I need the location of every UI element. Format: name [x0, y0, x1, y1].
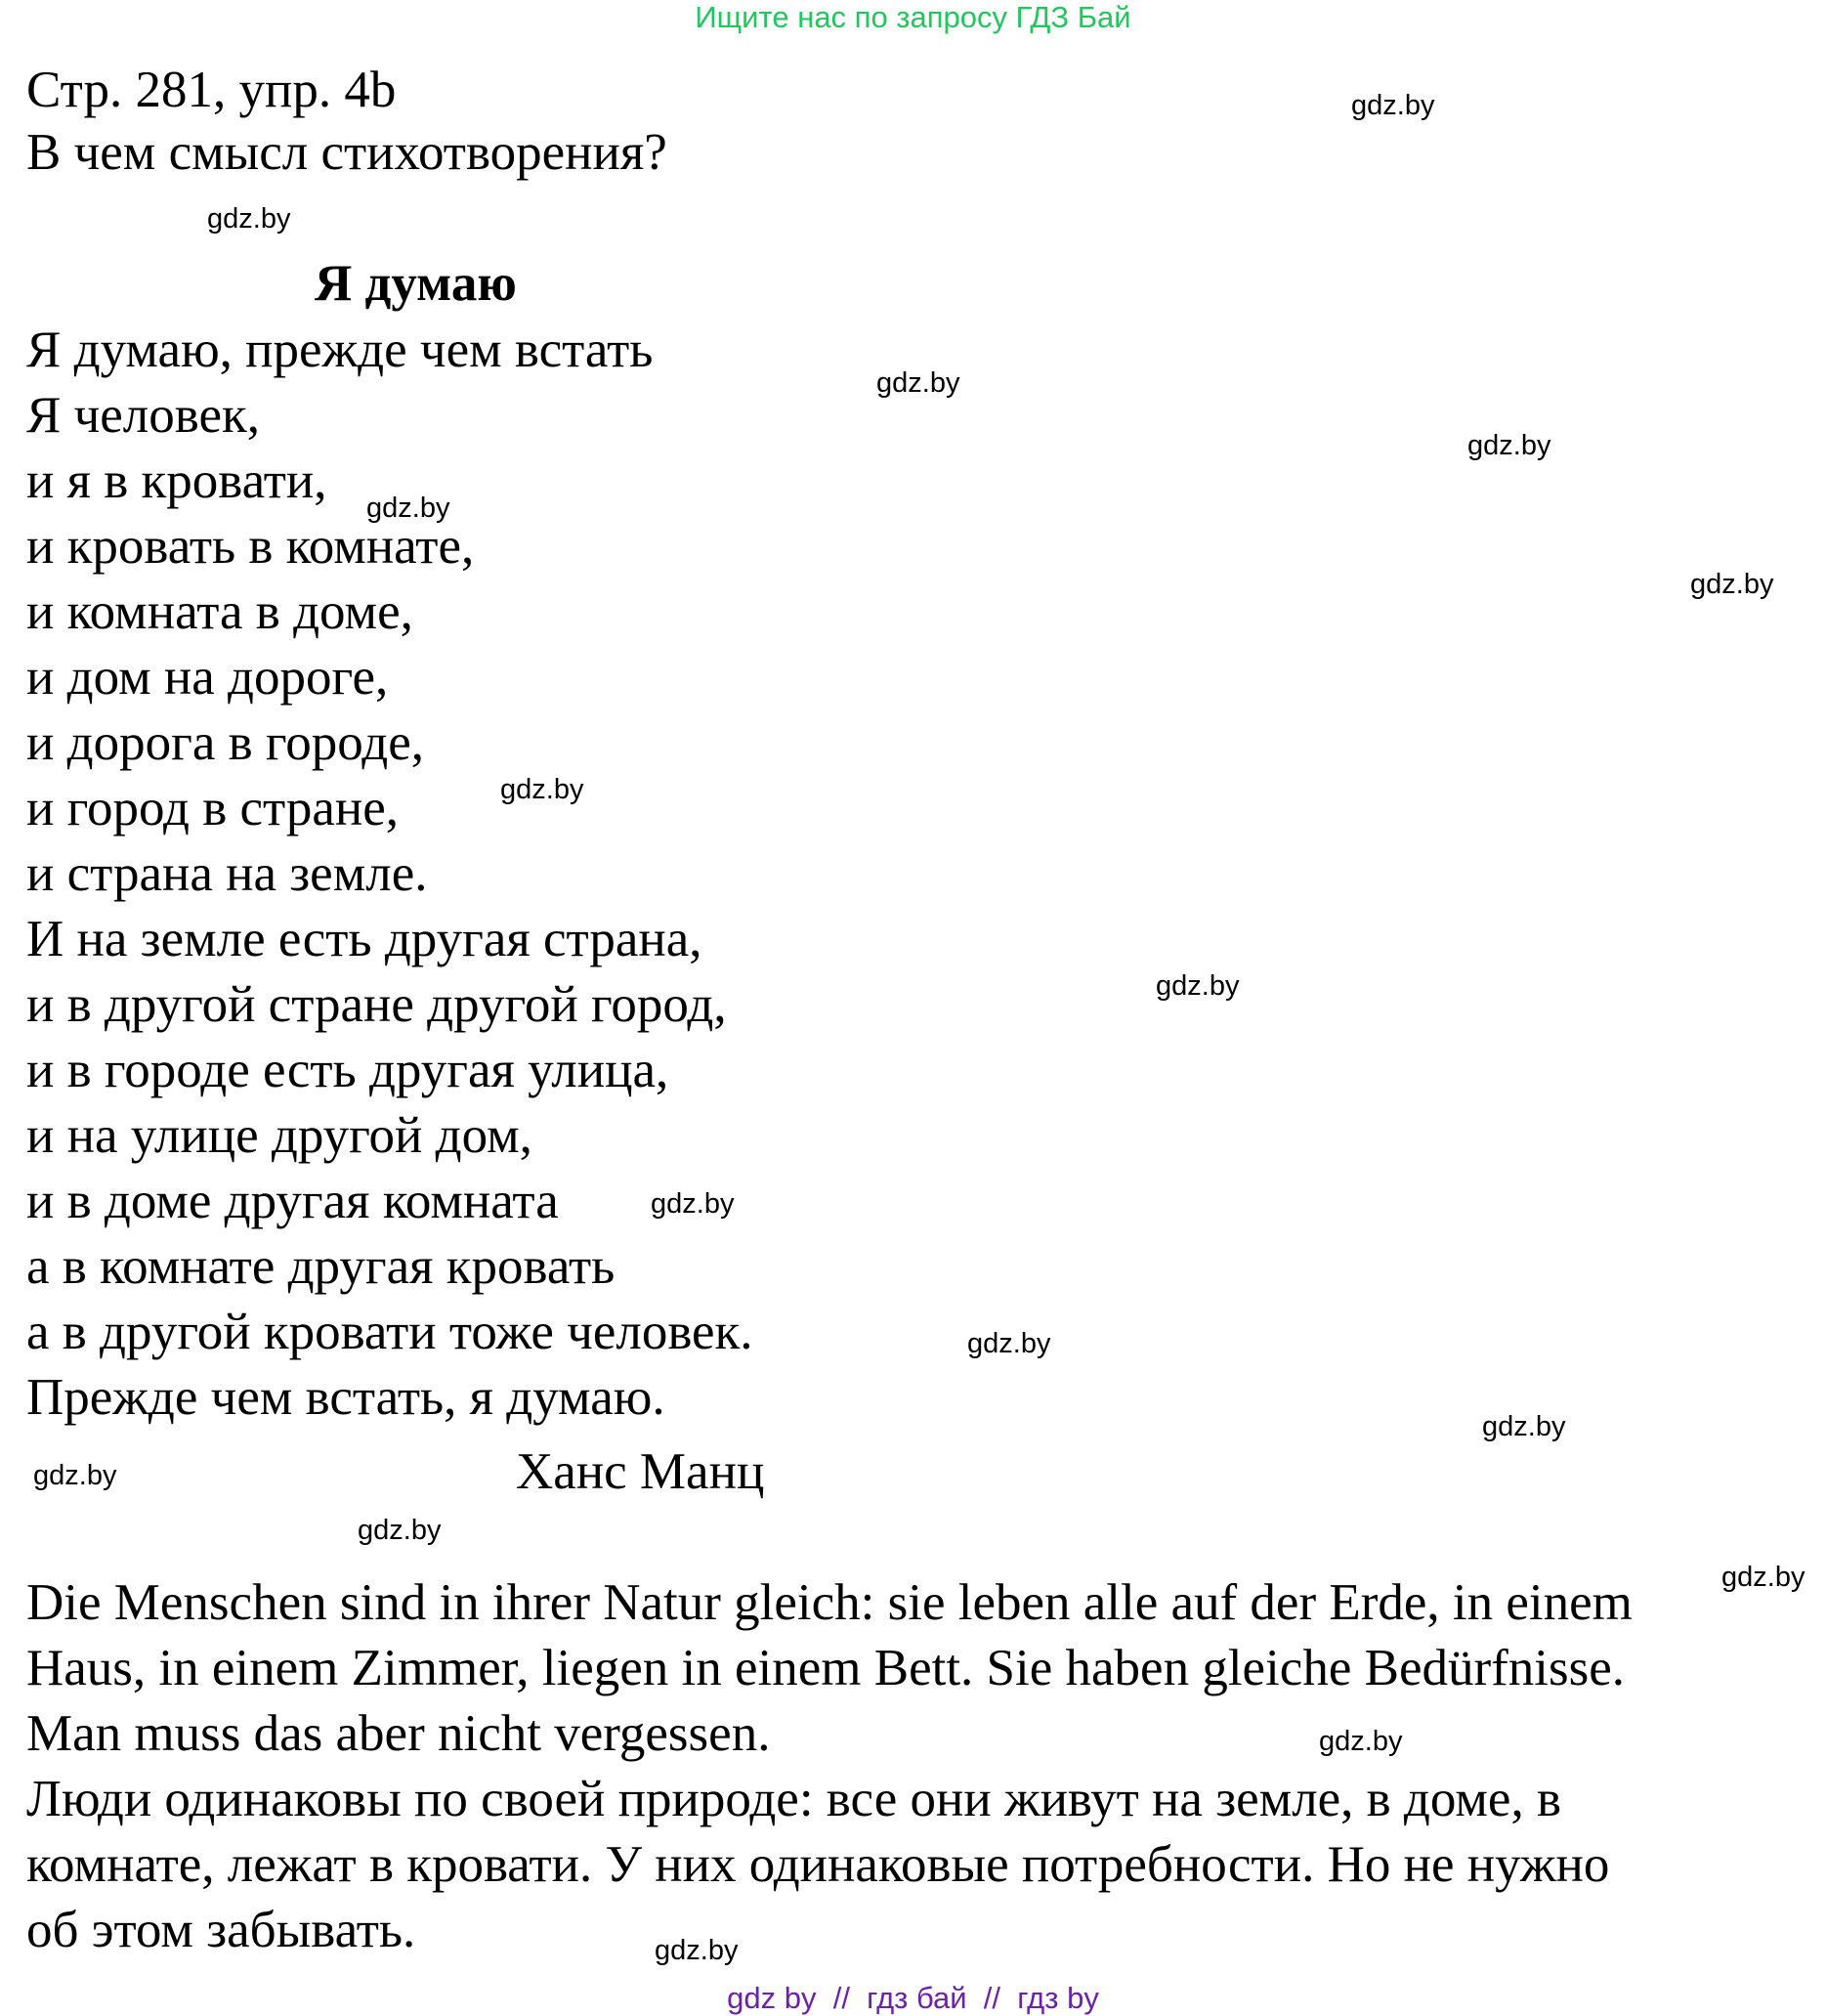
poem-line: и город в стране, — [26, 780, 399, 836]
poem-line: и дорога в городе, — [26, 714, 424, 771]
poem-line: и комната в доме, — [26, 583, 413, 640]
poem-line: и в городе есть другая улица, — [26, 1042, 669, 1098]
watermark: gdz.by — [207, 203, 291, 235]
watermark: gdz.by — [1467, 430, 1551, 461]
german-answer-line: Die Menschen sind in ihrer Natur gleich: sie leben alle auf der Erde, in einem — [26, 1574, 1633, 1631]
poem-line: и кровать в комнате, — [26, 518, 475, 575]
watermark: gdz.by — [358, 1515, 442, 1546]
poem-line: и в другой стране другой город, — [26, 976, 727, 1033]
poem-line: а в другой кровати тоже человек. — [26, 1304, 753, 1360]
poem-line: и я в кровати, — [26, 452, 327, 509]
poem-line: Я человек, — [26, 387, 260, 444]
watermark: gdz.by — [366, 493, 450, 524]
watermark: gdz.by — [33, 1460, 117, 1491]
russian-answer-line: комнате, лежат в кровати. У них одинаковые потребности. Но не нужно — [26, 1836, 1610, 1893]
poem-line: Я думаю, прежде чем встать — [26, 322, 654, 378]
watermark: gdz.by — [1156, 970, 1240, 1002]
watermark: gdz.by — [651, 1188, 735, 1220]
watermark: gdz.by — [1690, 569, 1774, 600]
exercise-reference: Стр. 281, упр. 4b — [26, 62, 397, 118]
top-search-note: Ищите нас по запросу ГДЗ Бай — [695, 0, 1131, 34]
poem-line: и в доме другая комната — [26, 1173, 559, 1229]
watermark: gdz.by — [967, 1328, 1051, 1359]
watermark: gdz.by — [1319, 1726, 1403, 1757]
watermark: gdz.by — [500, 774, 584, 805]
watermark: gdz.by — [655, 1935, 739, 1966]
watermark: gdz.by — [1482, 1411, 1566, 1442]
question-text: В чем смысл стихотворения? — [26, 124, 667, 181]
watermark: gdz.by — [876, 367, 960, 399]
poem-line: и страна на земле. — [26, 845, 428, 902]
poem-line: и на улице другой дом, — [26, 1107, 532, 1164]
poem-line: И на земле есть другая страна, — [26, 911, 702, 967]
poem-line: Прежде чем встать, я думаю. — [26, 1369, 665, 1426]
german-answer-line: Haus, in einem Zimmer, liegen in einem Bett. Sie haben gleiche Bedürfnisse. — [26, 1640, 1626, 1696]
poem-line: а в комнате другая кровать — [26, 1238, 616, 1295]
poem-author: Ханс Манц — [516, 1443, 765, 1500]
russian-answer-line: об этом забывать. — [26, 1902, 416, 1958]
watermark: gdz.by — [1721, 1562, 1805, 1593]
footer-note: gdz by // гдз бай // гдз by — [727, 1981, 1099, 2015]
russian-answer-line: Люди одинаковы по своей природе: все они живут на земле, в доме, в — [26, 1771, 1561, 1827]
watermark: gdz.by — [1351, 90, 1435, 121]
poem-title: Я думаю — [315, 255, 517, 312]
german-answer-line: Man muss das aber nicht vergessen. — [26, 1705, 771, 1762]
poem-line: и дом на дороге, — [26, 649, 389, 706]
